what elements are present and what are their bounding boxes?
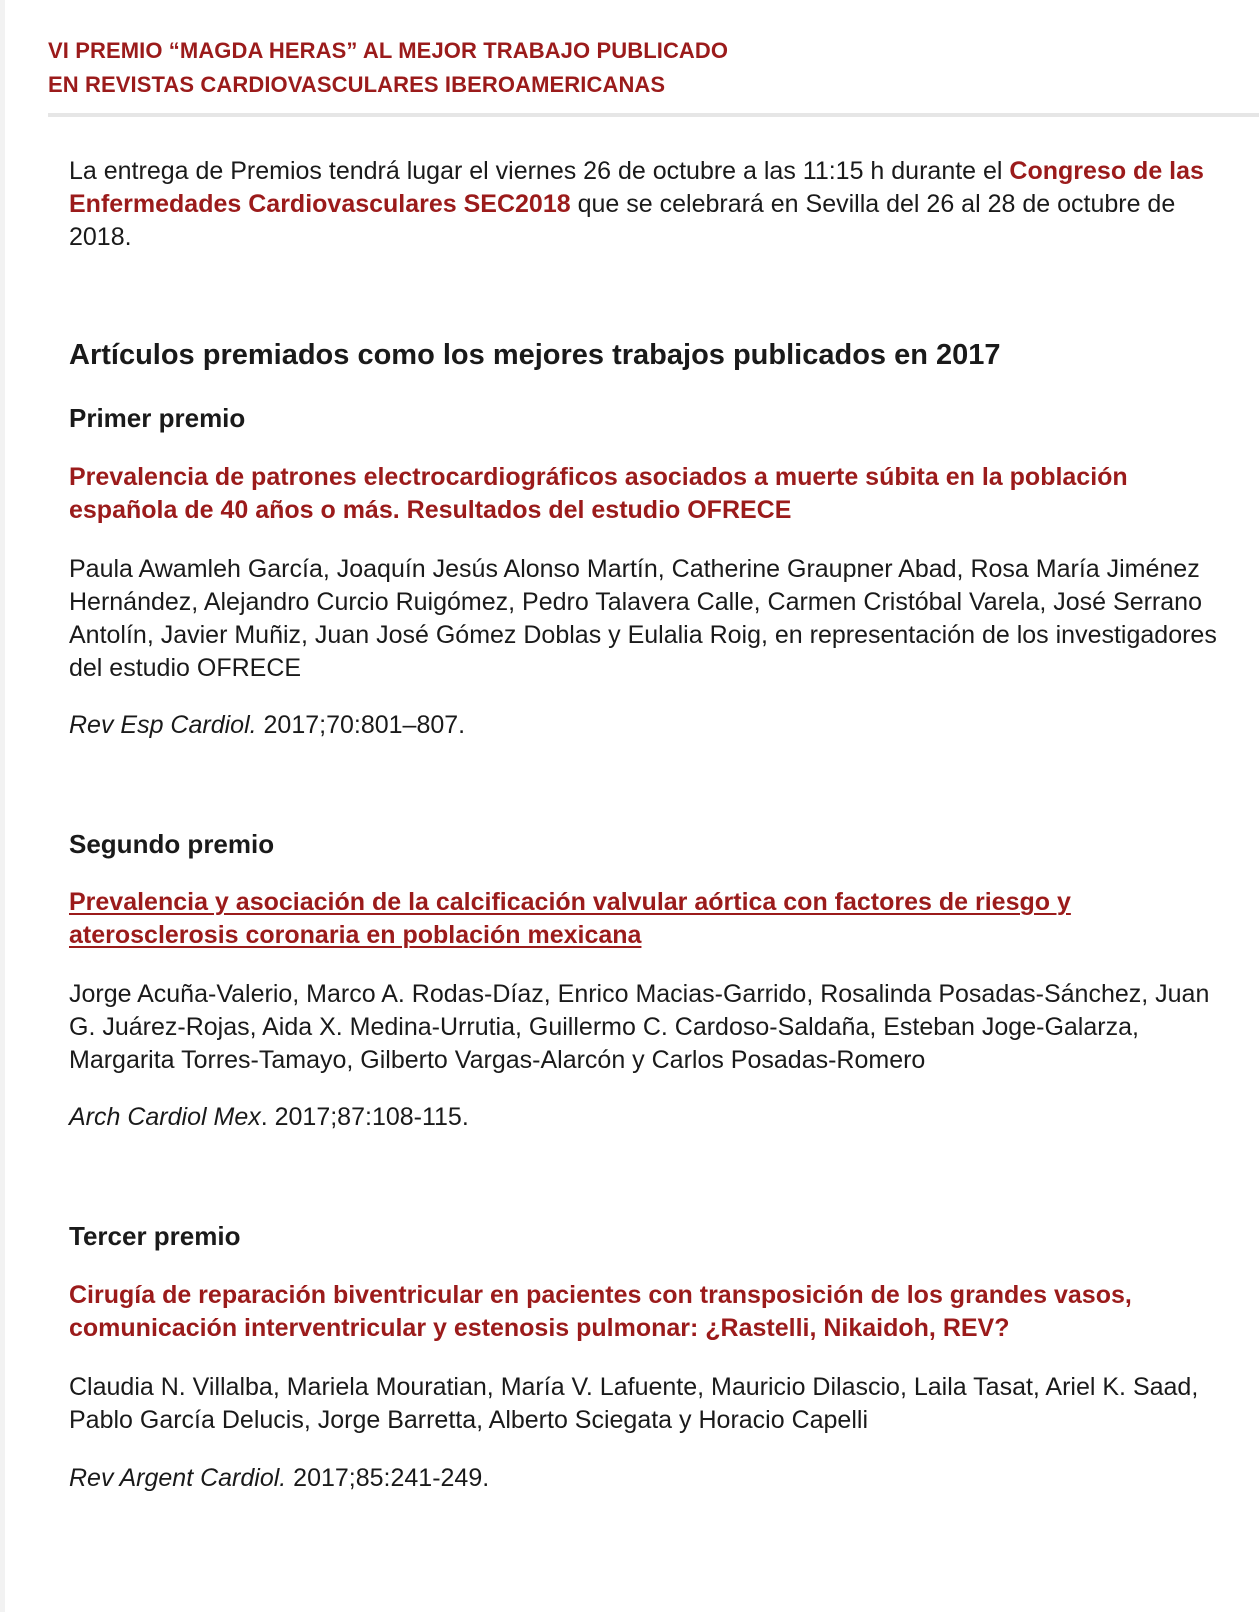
- section-title: Artículos premiados como los mejores trabajos publicados en 2017: [69, 339, 1001, 371]
- intro-paragraph: [69, 155, 1229, 254]
- header-divider: [48, 113, 1259, 117]
- reference-first: 2017;70:801–807.: [256, 711, 466, 739]
- congress-name: Congreso de las Enfermedades Cardiovasculares SEC2018: [69, 157, 1204, 218]
- journal-name-first: Rev Esp Cardiol.: [69, 711, 257, 739]
- authors-first: Paula Awamleh García, Joaquín Jesús Alonso Martín, Catherine Graupner Abad, Rosa María Jiménez Hernández, Alejandro Curcio Ruigómez, Pedro Talavera Calle, Carmen Cristóbal Varela, José Serrano Antolín, Javier Muñiz, Juan José Gómez Doblas y Eulalia Roig, en representación de los investigadores del estudio OFRECE: [69, 555, 1217, 682]
- page-header: [48, 34, 1238, 102]
- main-content: [69, 155, 1229, 1492]
- prize-heading-first: Primer premio: [69, 403, 246, 433]
- reference-third: 2017;85:241-249.: [286, 1464, 490, 1492]
- reference-second: . 2017;87:108-115.: [260, 1103, 469, 1131]
- article-title-third: Cirugía de reparación biventricular en pacientes con transposición de los grandes vasos, comunicación interventricular y estenosis pulmonar: ¿Rastelli, Nikaidoh, REV?: [69, 1281, 1132, 1342]
- intro-text-part-2: que se celebrará en Sevilla del 26 al 28 de octubre de 2018.: [69, 190, 1176, 251]
- prize-heading-second: Segundo premio: [69, 829, 275, 859]
- citation-third: [69, 1462, 489, 1495]
- citation-second: [69, 1101, 469, 1134]
- authors-third: Claudia N. Villalba, Mariela Mouratian, María V. Lafuente, Mauricio Dilascio, Laila Tasat, Ariel K. Saad, Pablo García Delucis, Jorge Barretta, Alberto Sciegata y Horacio Capelli: [69, 1373, 1199, 1434]
- header-title-line-1: VI PREMIO “MAGDA HERAS” AL MEJOR TRABAJO PUBLICADO: [48, 38, 729, 63]
- journal-name-second: Arch Cardiol Mex: [69, 1103, 261, 1131]
- intro-text-part-1: La entrega de Premios tendrá lugar el viernes 26 de octubre a las 11:15 h durante el: [69, 157, 1010, 185]
- prize-heading-third: Tercer premio: [69, 1221, 241, 1251]
- header-title-line-2: EN REVISTAS CARDIOVASCULARES IBEROAMERICANAS: [48, 72, 666, 97]
- citation-first: [69, 709, 465, 742]
- article-title-second-link[interactable]: Prevalencia y asociación de la calcificación valvular aórtica con factores de riesgo y aterosclerosis coronaria en población mexicana: [69, 888, 1071, 949]
- authors-second: Jorge Acuña-Valerio, Marco A. Rodas-Díaz, Enrico Macias-Garrido, Rosalinda Posadas-Sánchez, Juan G. Juárez-Rojas, Aida X. Medina-Urrutia, Guillermo C. Cardoso-Saldaña, Esteban Joge-Galarza, Margarita Torres-Tamayo, Gilberto Vargas-Alarcón y Carlos Posadas-Romero: [69, 980, 1210, 1074]
- left-margin-rule: [0, 0, 5, 1612]
- article-title-first: Prevalencia de patrones electrocardiográficos asociados a muerte súbita en la población española de 40 años o más. Resultados del estudio OFRECE: [69, 463, 1128, 524]
- journal-name-third: Rev Argent Cardiol.: [69, 1464, 287, 1492]
